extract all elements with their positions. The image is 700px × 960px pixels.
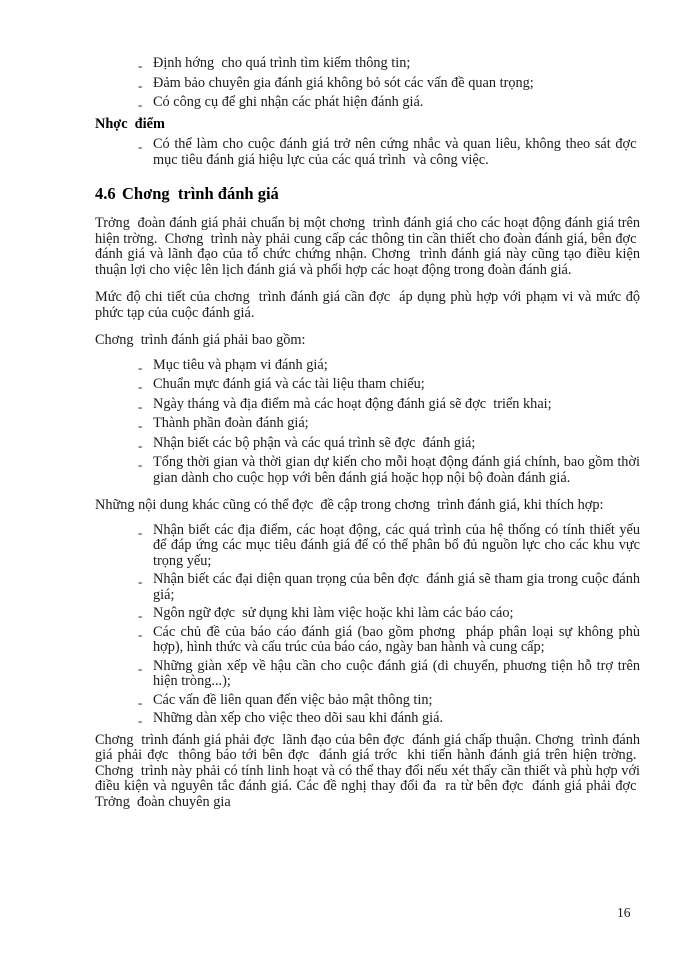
weakness-item-text: Có thể làm cho cuộc đánh giá trở nên cứng nhắc và quan liêu, không theo sát đợc mục tiêu đánh giá hiệu lực của các quá trình và công việc. (153, 136, 640, 168)
bullet-dash: - (138, 437, 143, 453)
weakness-list (95, 137, 640, 168)
bullet-dash: - (138, 524, 143, 540)
page-content (95, 56, 640, 810)
detail-paragraph: Mức độ chi tiết của chơng trình đánh giá cần đợc áp dụng phù hợp với phạm vi và mức độ phức tạp của cuộc đánh giá. (95, 289, 640, 321)
include-item-text: Tổng thời gian và thời gian dự kiến cho mỗi hoạt động đánh giá chính, bao gồm thời gian dành cho cuộc họp với bên đánh giá hoặc họp nội bộ đoàn đánh giá. (153, 454, 640, 486)
advantage-item (95, 76, 640, 92)
bullet-dash: - (138, 457, 143, 472)
include-item (95, 436, 640, 452)
optional-item (95, 572, 640, 603)
bullet-dash: - (138, 359, 143, 375)
include-item-text: Ngày tháng và địa điểm mà các hoạt động đánh giá sẽ đợc triển khai; (153, 395, 552, 412)
include-item (95, 455, 640, 486)
bullet-dash: - (138, 574, 143, 589)
bullet-dash: - (138, 608, 143, 623)
advantage-item-text: Định hớng cho quá trình tìm kiếm thông tin; (153, 55, 411, 71)
bullet-dash: - (138, 58, 143, 73)
closing-paragraph: Chơng trình đánh giá phải đợc lãnh đạo của bên đợc đánh giá chấp thuận. Chơng trình đánh giá phải đợc thông báo tới bên đợc đánh giá trớc khi tiến hành đánh giá trên hiện trờng. Chơng trình này phải có tính linh hoạt và có thể thay đổi nếu xét thấy cần thiết và phù hợp với điều kiện và nguyên tắc đánh giá. Các đề nghị thay đổi đa ra từ bên đợc đánh giá phải đợc Trởng đoàn chuyên gia (95, 731, 640, 810)
include-intro-paragraph: Chơng trình đánh giá phải bao gồm: (95, 332, 306, 348)
optional-item-text: Nhận biết các địa điểm, các hoạt động, các quá trình của hệ thống có tính thiết yếu để đáp ứng các mục tiêu đánh giá để có thể phân bổ đủ nguồn lực cho các khu vực trọng yếu; (153, 521, 640, 569)
bullet-dash: - (138, 77, 143, 93)
weakness-item (95, 137, 640, 168)
section-title: Chơng trình đánh giá (122, 184, 279, 203)
include-item (95, 397, 640, 413)
bullet-dash: - (138, 97, 143, 112)
bullet-dash: - (138, 139, 143, 154)
include-item (95, 358, 640, 374)
section-number: 4.6 (95, 184, 116, 203)
audit-programme-include-list (95, 358, 640, 487)
optional-item (95, 606, 640, 622)
optional-item-text: Các chủ đề của báo cáo đánh giá (bao gồm phơng pháp phân loại sự không phù hợp), hình thức và cấu trúc của báo cáo, ngày ban hành và cung cấp; (153, 623, 640, 655)
include-item-text: Mục tiêu và phạm vi đánh giá; (153, 356, 328, 373)
bullet-dash: - (138, 713, 143, 728)
optional-item-text: Những giàn xếp về hậu cần cho cuộc đánh giá (di chuyển, phuơng tiện hỗ trợ trên hiện tròng...); (153, 657, 640, 689)
include-item-text: Nhận biết các bộ phận và các quá trình sẽ đợc đánh giá; (153, 434, 476, 451)
advantage-item-text: Có công cụ để ghi nhận các phát hiện đánh giá. (153, 94, 424, 110)
include-item (95, 416, 640, 432)
bullet-dash: - (138, 626, 143, 642)
audit-programme-optional-list (95, 523, 640, 727)
include-item-text: Thành phần đoàn đánh giá; (153, 415, 309, 431)
intro-paragraph: Trởng đoàn đánh giá phải chuẩn bị một chơng trình đánh giá cho các hoạt động đánh giá trên hiện trờng. Chơng trình này phải cung cấp các thông tin cần thiết cho đoàn đánh giá, bên đợc đánh giá và lãnh đạo của tổ chức chứng nhận. Chơng trình đánh giá này cũng tạo điều kiện thuận lợi cho việc lên lịch đánh giá và phối hợp các hoạt động trong đoàn đánh giá. (95, 215, 640, 278)
advantage-item-text: Đảm bảo chuyên gia đánh giá không bỏ sót các vấn đề quan trọng; (153, 74, 534, 91)
optional-item (95, 693, 640, 709)
bullet-dash: - (138, 379, 143, 394)
optional-item (95, 625, 640, 656)
bullet-dash: - (138, 660, 143, 676)
bullet-dash: - (138, 694, 143, 710)
weakness-heading: Nhợc điểm (95, 115, 165, 132)
page-number: 16 (617, 905, 631, 920)
optional-item-text: Những dàn xếp cho việc theo dõi sau khi đánh giá. (153, 710, 444, 726)
advantages-list (95, 56, 640, 111)
optional-item-text: Nhận biết các đại diện quan trọng của bên đợc đánh giá sẽ tham gia trong cuộc đánh giá; (153, 571, 640, 603)
optional-intro-paragraph: Những nội dung khác cũng có thể đợc đề cập trong chơng trình đánh giá, khi thích hợp: (95, 497, 604, 513)
advantage-item (95, 56, 640, 72)
section-heading (95, 183, 640, 204)
optional-item-text: Ngôn ngữ đợc sử dụng khi làm việc hoặc khi làm các báo cáo; (153, 605, 514, 621)
optional-item (95, 523, 640, 570)
optional-item (95, 711, 640, 727)
optional-item (95, 659, 640, 690)
bullet-dash: - (138, 398, 143, 414)
bullet-dash: - (138, 418, 143, 433)
include-item (95, 377, 640, 393)
optional-item-text: Các vấn đề liên quan đến việc bảo mật thông tin; (153, 691, 433, 708)
include-item-text: Chuẩn mực đánh giá và các tài liệu tham chiếu; (153, 376, 425, 392)
advantage-item (95, 95, 640, 111)
